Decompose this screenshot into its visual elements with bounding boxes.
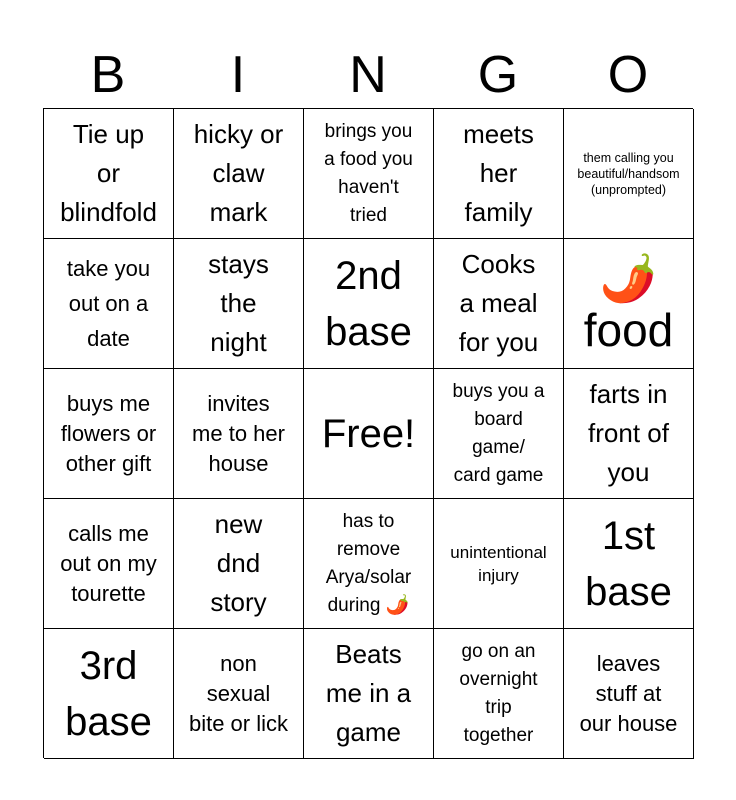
bingo-cell[interactable] — [434, 629, 564, 759]
cell-text: Cooks a meal for you — [458, 249, 539, 357]
cell-text: go on an overnight trip together — [459, 640, 538, 746]
cell-text: leaves stuff at our house — [579, 650, 678, 736]
cell-text: buys you a board game/ card game — [452, 380, 545, 486]
cell-text: hicky or claw mark — [193, 119, 284, 227]
bingo-cell[interactable] — [44, 369, 174, 499]
cell-text: 1st base — [585, 513, 672, 614]
bingo-cell[interactable] — [564, 499, 694, 629]
title-letter-i: I — [230, 46, 246, 104]
cell-text: Tie up or blindfold — [60, 119, 157, 227]
bingo-cell-free[interactable] — [304, 369, 434, 499]
cell-text: new dnd story — [210, 509, 267, 617]
cell-text: 3rd base — [65, 643, 152, 744]
title-letter-b: B — [90, 46, 126, 104]
bingo-cell[interactable] — [304, 499, 434, 629]
bingo-cell[interactable] — [434, 239, 564, 369]
cell-text: meets her family — [463, 119, 534, 227]
cell-text: them calling you beautiful/handsom (unprompted) — [577, 150, 680, 197]
cell-text: take you out on a date — [66, 256, 151, 351]
bingo-cell[interactable] — [174, 629, 304, 759]
cell-text: 2nd base — [325, 253, 412, 354]
bingo-cell[interactable] — [564, 629, 694, 759]
bingo-cell[interactable] — [304, 109, 434, 239]
cell-text: buys me flowers or other gift — [60, 390, 157, 476]
bingo-cell[interactable] — [174, 109, 304, 239]
bingo-cell[interactable] — [44, 499, 174, 629]
cell-text: calls me out on my tourette — [60, 520, 157, 606]
bingo-cell[interactable] — [304, 629, 434, 759]
bingo-cell[interactable] — [564, 239, 694, 369]
cell-text: 🌶️ food — [583, 251, 674, 356]
bingo-cell[interactable] — [434, 499, 564, 629]
bingo-cell[interactable] — [434, 109, 564, 239]
bingo-cell[interactable] — [304, 239, 434, 369]
bingo-cell[interactable] — [44, 109, 174, 239]
cell-text: unintentional injury — [450, 542, 547, 585]
title-letter-n: N — [349, 46, 387, 104]
bingo-cell[interactable] — [174, 239, 304, 369]
bingo-cell[interactable] — [174, 499, 304, 629]
bingo-title — [43, 42, 693, 108]
bingo-cell[interactable] — [44, 629, 174, 759]
free-space-text: Free! — [321, 411, 416, 456]
cell-text: Beats me in a game — [325, 639, 412, 747]
bingo-cell[interactable] — [564, 369, 694, 499]
cell-text: brings you a food you haven't tried — [324, 120, 413, 226]
bingo-cell[interactable] — [434, 369, 564, 499]
bingo-cell[interactable] — [564, 109, 694, 239]
cell-text: farts in front of you — [588, 379, 669, 487]
bingo-cell[interactable] — [174, 369, 304, 499]
cell-text: invites me to her house — [192, 390, 285, 476]
title-letter-g: G — [477, 46, 519, 104]
cell-text: non sexual bite or lick — [188, 650, 289, 736]
bingo-board — [43, 108, 693, 758]
cell-text: has to remove Arya/solar during 🌶️ — [325, 510, 412, 616]
cell-text: stays the night — [208, 249, 269, 357]
title-letter-o: O — [607, 46, 649, 104]
bingo-cell[interactable] — [44, 239, 174, 369]
